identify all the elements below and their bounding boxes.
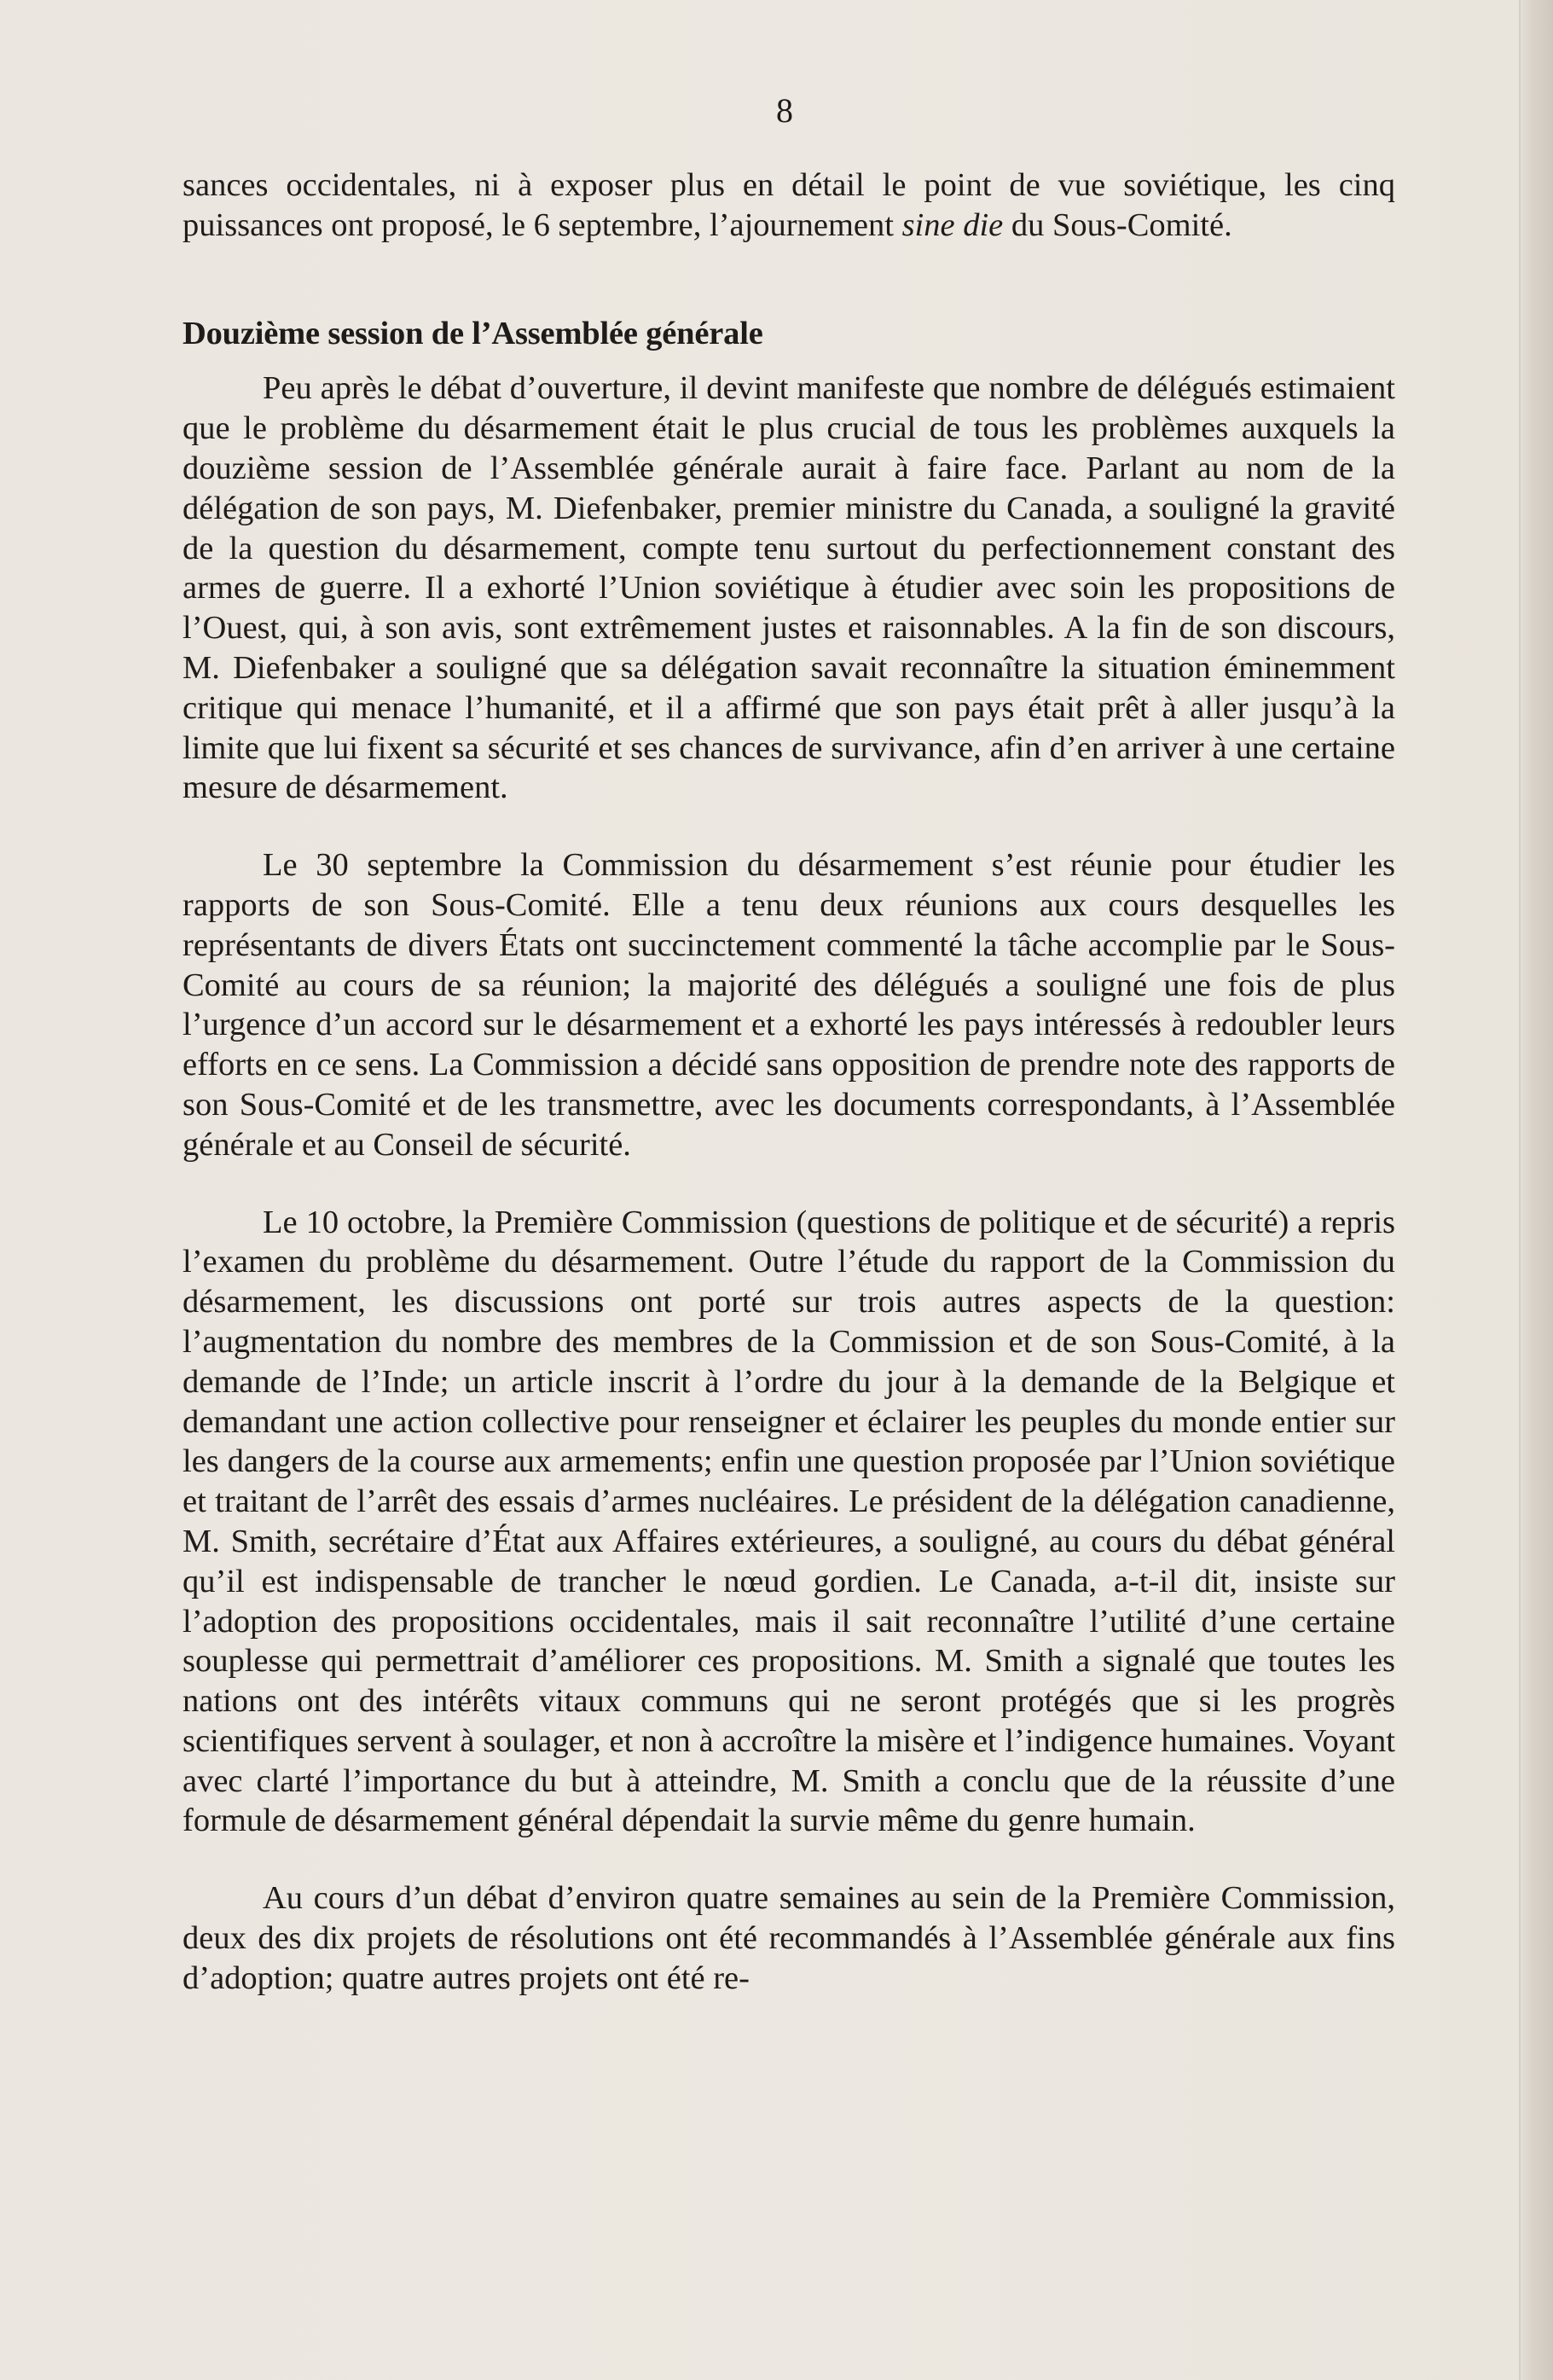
paragraph-disarmament-commission: Le 30 septembre la Commission du désarmement s’est réunie pour étudier les rapports de son Sous-Comité. Elle a tenu deux réunions aux cours desquelles les représentants de divers États ont succinctement commenté la tâche accomplie par le Sous-Comité au cours de sa réunion; la majorité des délégués a souligné une fois de plus l’urgence d’un accord sur le désarmement et a exhorté les pays intéressés à redoubler leurs efforts en ce sens. La Commission a décidé sans opposition de prendre note des rapports de son Sous-Comité et de les transmettre, avec les documents correspondants, à l’Assemblée générale et au Conseil de sécurité. — [183, 847, 1395, 1163]
paragraph-diefenbaker: Peu après le débat d’ouverture, il devint manifeste que nombre de délégués estimaient que le problème du désarmement était le plus crucial de tous les problèmes auxquels la douzième session de l’Assemblée générale aurait à faire face. Parlant au nom de la délégation de son pays, M. Diefenbaker, premier ministre du Canada, a souligné la gravité de la question du désarmement, compte tenu surtout du perfectionnement constant des armes de guerre. Il a exhorté l’Union soviétique à étudier avec soin les propositions de l’Ouest, qui, à son avis, sont extrêmement justes et raisonnables. A la fin de son discours, M. Diefenbaker a souligné que sa délégation savait reconnaître la situation éminemment critique qui menace l’humanité, et il a affirmé que son pays était prêt à aller jusqu’à la limite que lui fixent sa sécurité et ses chances de survivance, afin d’en arriver à une certaine mesure de désarmement. — [183, 370, 1395, 806]
body-text — [183, 165, 1395, 1999]
paragraph-continuation-text-start: sances occidentales, ni à exposer plus en détail le point de vue soviétique, les cinq puissances ont proposé, le 6 septembre, l’ajournement — [183, 167, 1395, 243]
paragraph-continuation-text-end: du Sous-Comité. — [1003, 206, 1232, 243]
latin-phrase: sine die — [901, 206, 1004, 243]
page-number: 8 — [776, 91, 793, 130]
paragraph-continuation — [183, 165, 1395, 246]
paragraph-resolutions: Au cours d’un débat d’environ quatre semaines au sein de la Première Commission, deux des dix projets de résolutions ont été recommandés à l’Assemblée générale aux fins d’adoption; quatre autres projets ont été re- — [183, 1880, 1395, 1996]
paragraph-first-committee: Le 10 octobre, la Première Commission (questions de politique et de sécurité) a repris l’examen du problème du désarmement. Outre l’étude du rapport de la Commission du désarmement, les discussions ont porté sur trois autres aspects de la question: l’augmentation du nombre des membres de la Commission et de son Sous-Comité, à la demande de l’Inde; un article inscrit à l’ordre du jour à la demande de la Belgique et demandant une action collective pour renseigner et éclairer les peuples du monde entier sur les dangers de la course aux armements; enfin une question proposée par l’Union soviétique et traitant de l’arrêt des essais d’armes nucléaires. Le président de la délégation canadienne, M. Smith, secrétaire d’État aux Affaires extérieures, a souligné, au cours du débat général qu’il est indispensable de trancher le nœud gordien. Le Canada, a-t-il dit, insiste sur l’adoption des propositions occidentales, mais il sait reconnaître l’utilité d’une certaine souplesse qui permettrait d’améliorer ces propositions. M. Smith a signalé que toutes les nations ont des intérêts vitaux communs qui ne seront protégés que si les progrès scientifiques servent à soulager, et non à accroître la misère et l’indigence humaines. Voyant avec clarté l’importance du but à atteindre, M. Smith a conclu que de la réussite d’une formule de désarmement général dépendait la survie même du genre humain. — [183, 1204, 1395, 1839]
section-heading: Douzième session de l’Assemblée générale — [183, 315, 763, 351]
page-edge-shadow — [1519, 0, 1553, 2380]
